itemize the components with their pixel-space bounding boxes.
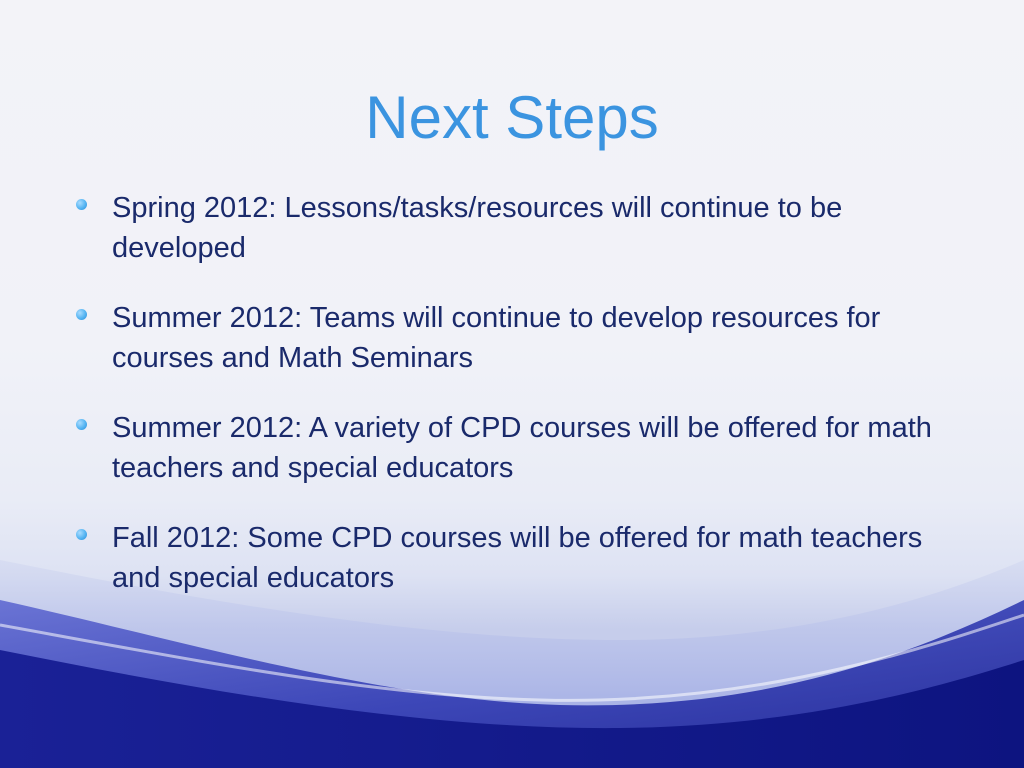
slide-title: Next Steps bbox=[365, 84, 659, 151]
bullet-text: Fall 2012: Some CPD courses will be offered for math teachers and special educators bbox=[112, 522, 923, 594]
bullet-dot-icon bbox=[76, 309, 87, 320]
bullet-item bbox=[72, 188, 972, 268]
bullet-item bbox=[72, 518, 972, 598]
bullet-text: Summer 2012: A variety of CPD courses will be offered for math teachers and special educators bbox=[112, 412, 932, 484]
bullet-dot-icon bbox=[76, 419, 87, 430]
bullet-item bbox=[72, 408, 972, 488]
bullet-dot-icon bbox=[76, 199, 87, 210]
bullet-dot-icon bbox=[76, 529, 87, 540]
bullet-item bbox=[72, 298, 972, 378]
bullet-text: Summer 2012: Teams will continue to develop resources for courses and Math Seminars bbox=[112, 302, 881, 374]
bullet-text: Spring 2012: Lessons/tasks/resources will continue to be developed bbox=[112, 192, 843, 264]
bullet-list bbox=[72, 188, 972, 628]
